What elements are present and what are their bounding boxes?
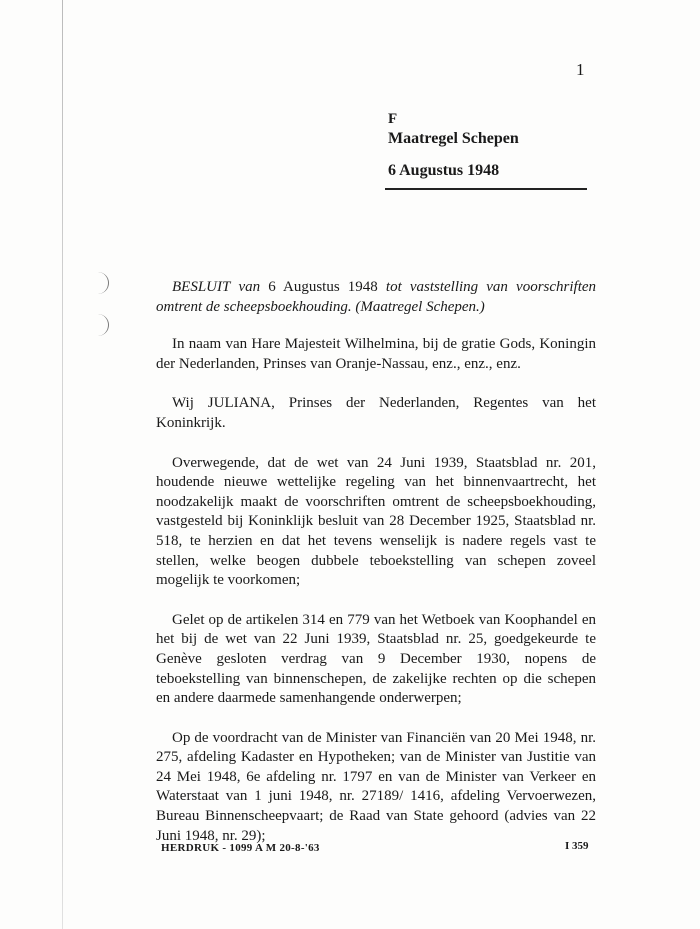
decree-van: van: [238, 279, 261, 295]
document-title: Maatregel Schepen: [388, 130, 519, 147]
paragraph-intro: In naam van Hare Majesteit Wilhelmina, bij de gratie Gods, Koningin der Nederlanden, Prinses van Oranje-Nassau, enz., enz., enz.: [156, 336, 596, 372]
decree-title: [156, 278, 596, 317]
header-divider: [385, 188, 587, 190]
decree-date: 6 Augustus 1948: [268, 279, 378, 295]
footer-reference: I 359: [565, 840, 589, 852]
section-letter: F: [388, 111, 398, 127]
paragraph-overwegende: Overwegende, dat de wet van 24 Juni 1939, Staatsblad nr. 201, houdende nieuwe wettelijke regeling van het binnenvaartrecht, het noodzakelijk maakt de voorschriften omtrent de scheepsboekhouding, vastgesteld bij Koninklijk besluit van 28 December 1925, Staatsblad nr. 518, te herzien en dat het tevens wenselijk is nadere regels vast te stellen, welke beogen dubbele teboekstelling van schepen zoveel mogelijk te voorkomen;: [156, 454, 596, 589]
paragraph-gelet: Gelet op de artikelen 314 en 779 van het Wetboek van Koophandel en het bij de wet van 22 Juni 1939, Staatsblad nr. 25, goedgekeurde te Genève gesloten verdrag van 9 December 1930, nopens de teboekstelling van binnenschepen, de zakelijke rechten op die schepen en andere daarmede samenhangende onderwerpen;: [156, 611, 596, 707]
paragraph-voordracht: Op de voordracht van de Minister van Financiën van 20 Mei 1948, nr. 275, afdeling Kadaster en Hypotheken; van de Minister van Justitie van 24 Mei 1948, 6e afdeling nr. 1797 en van de Minister van Verkeer en Waterstaat van 1 juni 1948, nr. 27189/ 1416, afdeling Vervoerwezen, Bureau Binnenscheepvaart; de Raad van State gehoord (advies van 22 Juni 1948, nr. 29);: [156, 729, 596, 844]
document-body: [156, 278, 596, 862]
page-number: 1: [576, 60, 585, 79]
decree-subject: tot vaststelling van voorschriften omtrent de scheepsboekhouding. (Maatregel Schepen.): [156, 279, 597, 315]
document-date: 6 Augustus 1948: [388, 162, 500, 179]
footer-reprint-note: HERDRUK - 1099 A M 20-8-'63: [161, 842, 320, 854]
scan-punch-mark: [98, 272, 109, 294]
decree-lead: BESLUIT: [172, 279, 231, 295]
scan-punch-mark: [98, 314, 109, 336]
scan-binding-line: [62, 0, 63, 929]
paragraph-wij: Wij JULIANA, Prinses der Nederlanden, Regentes van het Koninkrijk.: [156, 395, 596, 431]
